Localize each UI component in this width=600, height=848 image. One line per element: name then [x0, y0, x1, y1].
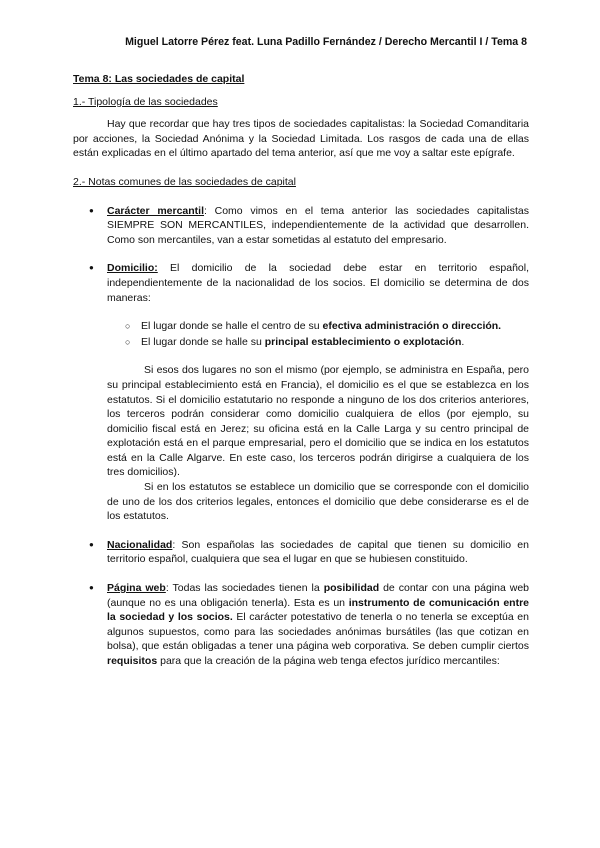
option-1-text: El lugar donde se halle el centro de su [141, 320, 323, 333]
domicilio-option-1 [107, 319, 529, 334]
web-label: Página web [107, 582, 166, 595]
page-header: Miguel Latorre Pérez feat. Luna Padillo Fernández / Derecho Mercantil I / Tema 8 [125, 36, 527, 48]
nacionalidad-paragraph [107, 538, 529, 567]
list-item-domicilio [73, 261, 529, 524]
page-title: Tema 8: Las sociedades de capital [73, 73, 245, 85]
domicilio-explanation-1: Si esos dos lugares no son el mismo (por ejemplo, se administra en España, pero su principal establecimiento está en Francia), el domicilio es el que se establezca en los estatutos. Si el domicilio estatutario no responde a ninguno de los dos criterios anteriores, los terceros podrán considerar como domicilio cualquiera de ellos (por ejemplo, su domicilio fiscal está en Jerez; su oficina está en la Calle Larga y su centro principal de explotación está en el parque empresarial, pero el domicilio que se indica en los estatutos está en la Calle Algarve. En este caso, los terceros podrán dirigirse a cualquiera de los tres domicilios). [107, 364, 529, 479]
web-text-3: El carácter potestativo de tenerla o no tenerla se exceptúa en algunos supuestos, como para las sociedades anónimas bursátiles (las que cotizan en bolsa), que están obligadas a tener una página web corporativa. Se deben cumplir ciertos [107, 611, 529, 653]
domicilio-option-2 [107, 335, 529, 350]
web-bold-2: instrumento de comunicación entre la sociedad y los socios. [107, 596, 529, 624]
domicilio-options-list [107, 319, 529, 349]
list-item-caracter-mercantil [73, 204, 529, 248]
domicilio-text: El domicilio de la sociedad debe estar en territorio español, independientemente de la nacionalidad de los socios. El domicilio se determina de dos maneras: [107, 262, 529, 304]
list-item-pagina-web [73, 581, 529, 669]
web-text-1: : Todas las sociedades tienen la [165, 582, 324, 595]
option-2-text: El lugar donde se halle su [141, 335, 265, 348]
caracter-text: : Como vimos en el tema anterior las sociedades capitalistas SIEMPRE SON MERCANTILES, independientemente de la actividad que desarrollen. Como son mercantiles, van a estar sometidas al estatuto del empresario. [107, 204, 529, 246]
web-bold-3: requisitos [107, 655, 158, 667]
web-text-4: para que la creación de la página web tenga efectos jurídico mercantiles: [157, 655, 500, 667]
nacionalidad-text: : Son españolas las sociedades de capital que tienen su domicilio en territorio español, cualquiera que sea el lugar en que se hubiesen constituido. [107, 538, 529, 566]
web-bold-1: posibilidad [323, 582, 380, 595]
web-paragraph [107, 581, 529, 669]
section-heading-tipologia: 1.- Tipología de las sociedades [73, 95, 218, 108]
document-body [73, 72, 529, 683]
section-heading-notas-comunes: 2.- Notas comunes de las sociedades de capital [73, 175, 296, 188]
caracter-label: Carácter mercantil [107, 204, 205, 217]
list-item-nacionalidad [73, 538, 529, 567]
option-2-bold: principal establecimiento o explotación [264, 335, 462, 348]
option-2-tail: . [461, 335, 465, 348]
notes-list [73, 204, 529, 669]
domicilio-paragraph [107, 261, 529, 305]
web-text-2: de contar con una página web (aunque no es una obligación tenerla). Esta es un [107, 582, 530, 609]
domicilio-explanation-2: Si en los estatutos se establece un domicilio que se corresponde con el domicilio de uno de los dos criterios legales, entonces el domicilio que debe considerarse es el de los estatutos. [107, 481, 529, 523]
caracter-paragraph [107, 204, 529, 248]
domicilio-label: Domicilio: [107, 262, 158, 275]
nacionalidad-label: Nacionalidad [107, 538, 173, 551]
paragraph-tipologia: Hay que recordar que hay tres tipos de sociedades capitalistas: la Sociedad Comanditaria por acciones, la Sociedad Anónima y la Sociedad Limitada. Los rasgos de cada una de ellas están explicadas en el último apartado del tema anterior, así que me voy a saltar este epígrafe. [73, 118, 529, 160]
option-1-bold: efectiva administración o dirección. [322, 320, 502, 333]
